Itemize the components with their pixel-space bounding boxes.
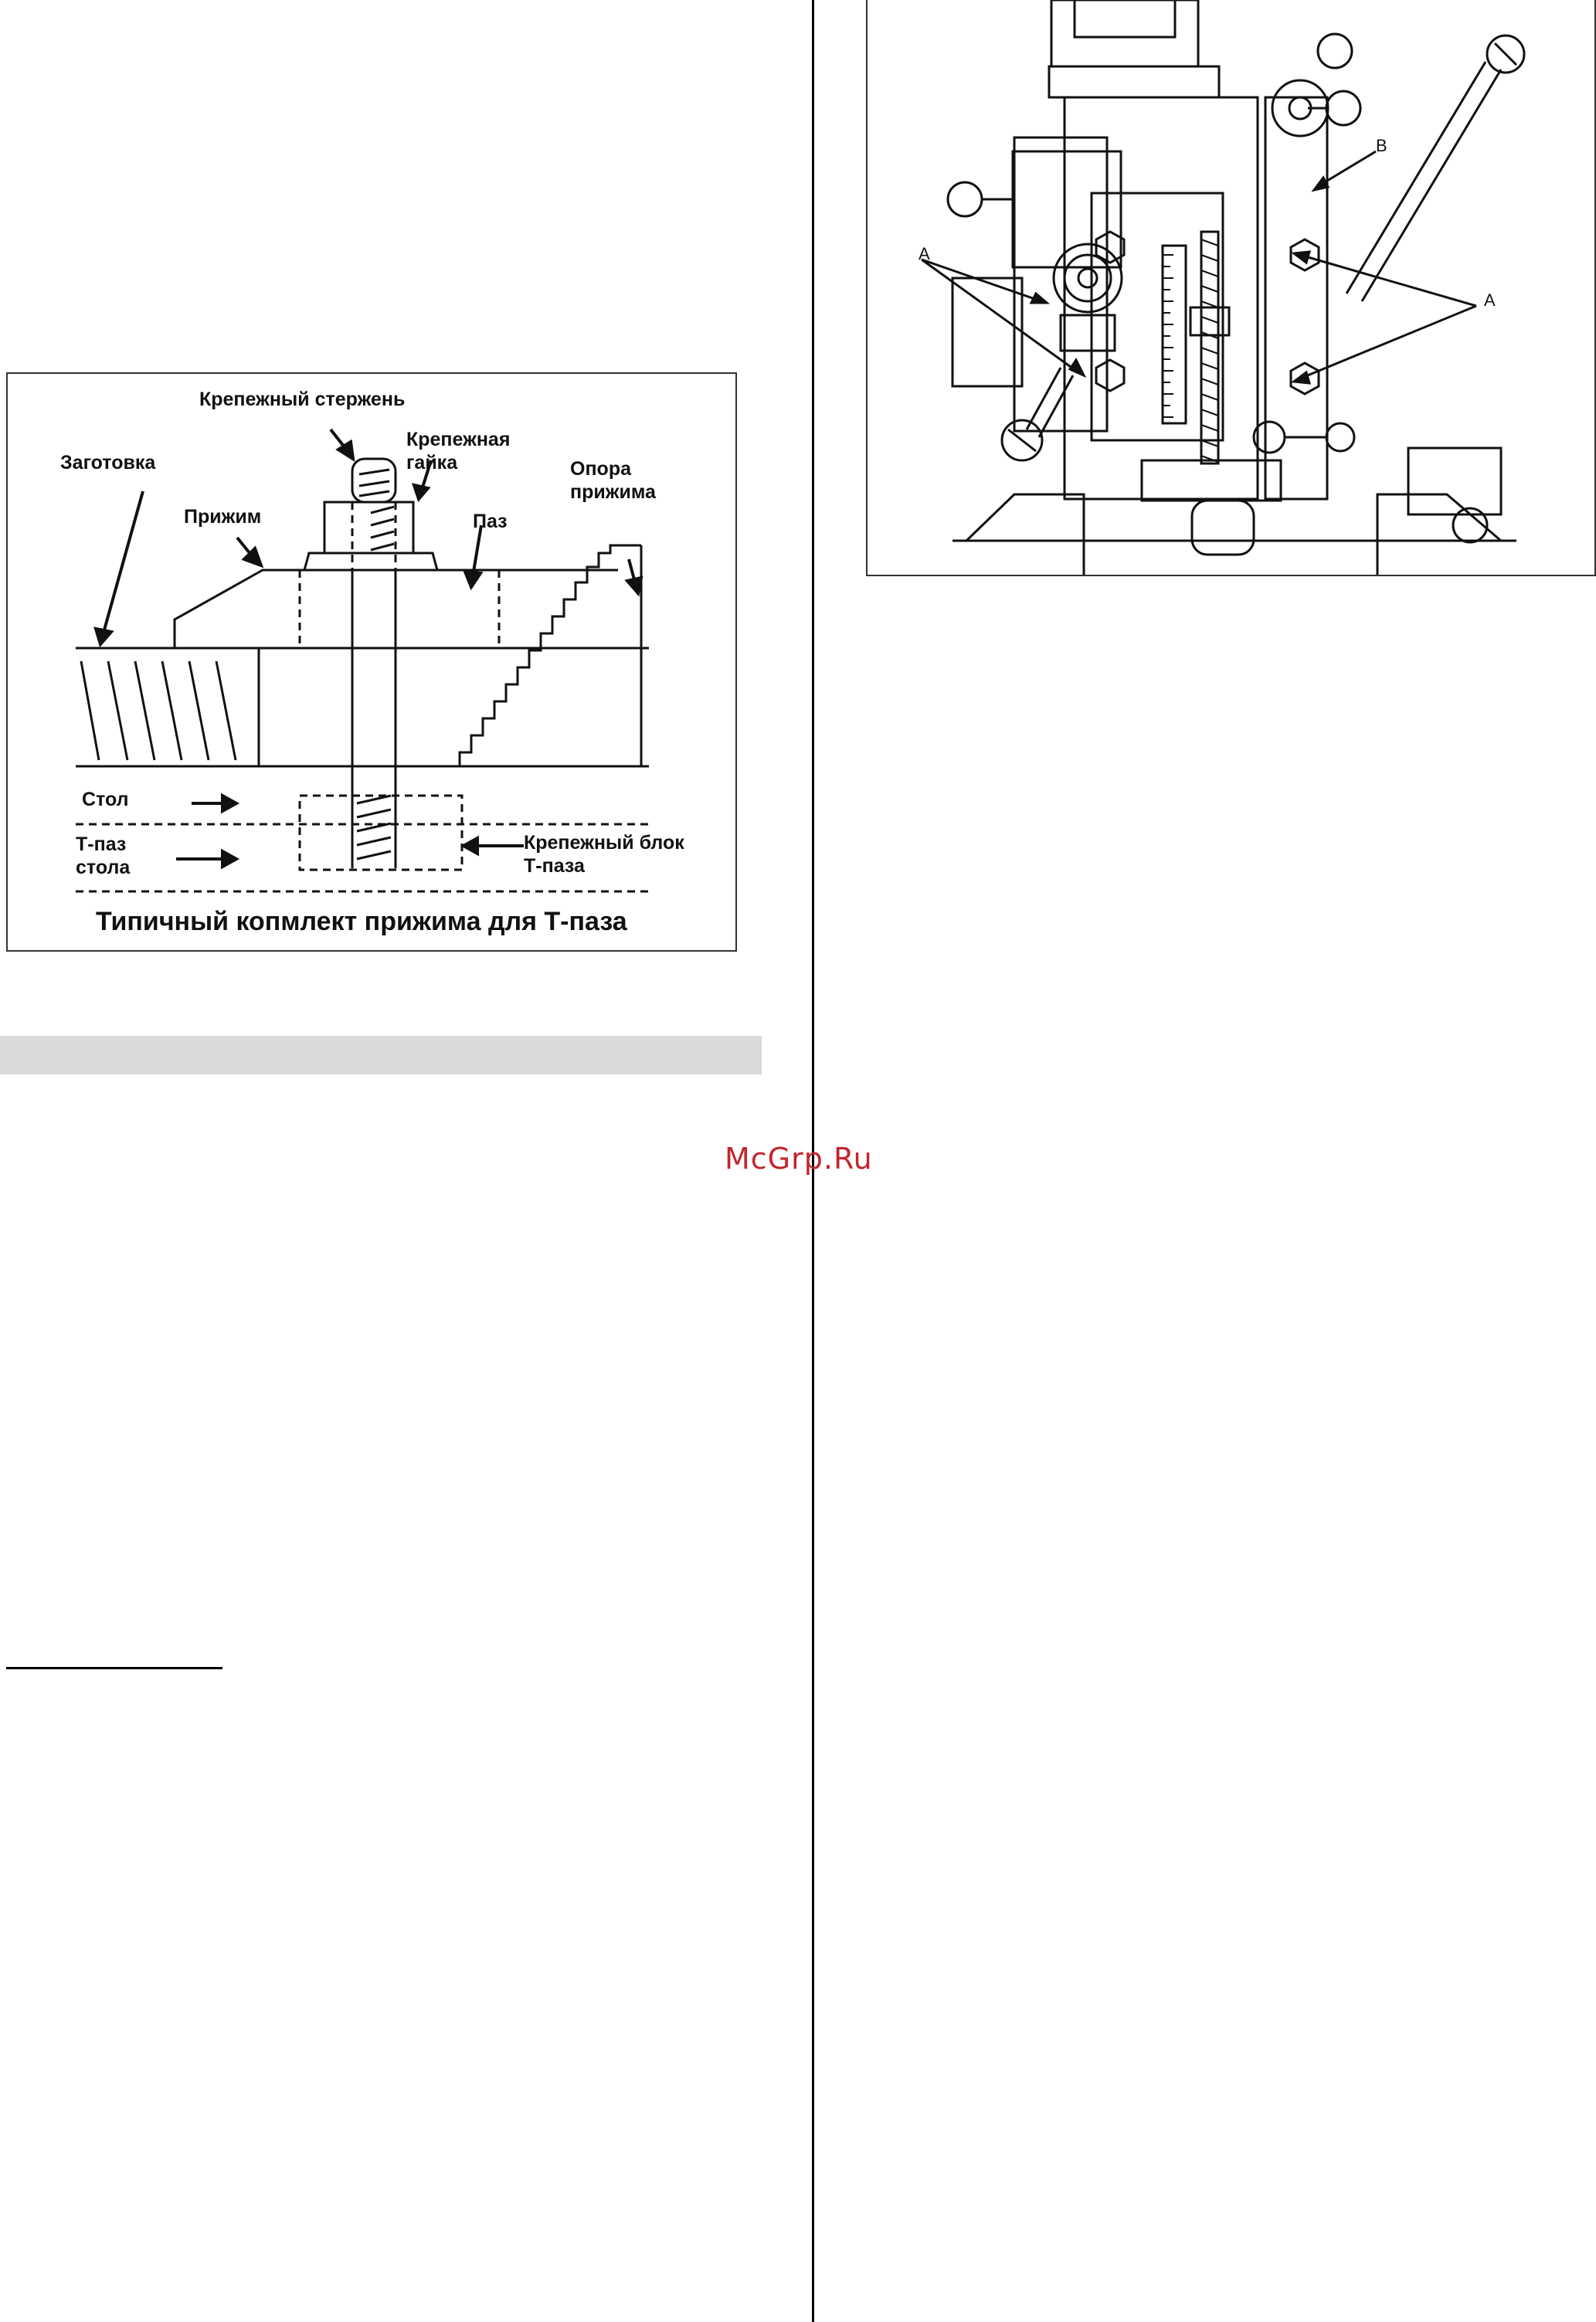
watermark: McGrp.Ru — [725, 1142, 873, 1176]
milling-machine-drawing — [868, 0, 1596, 576]
figure-caption: Типичный копмлект прижима для Т-паза — [96, 907, 627, 936]
milling-machine-figure — [866, 0, 1596, 576]
label-t-slot-line1: Т-паз — [76, 833, 127, 855]
label-clamp-support-line1: Опора — [570, 458, 631, 480]
label-clamp-nut-line2: гайка — [406, 452, 458, 474]
underline-rule — [6, 1667, 222, 1669]
label-t-slot-line2: стола — [76, 857, 131, 878]
label-slot: Паз — [473, 511, 508, 532]
label-a-right: A — [1484, 290, 1496, 310]
label-clamp: Прижим — [184, 506, 262, 528]
section-heading-bar — [0, 1036, 762, 1074]
t-slot-clamp-figure — [6, 372, 737, 952]
label-workpiece: Заготовка — [60, 452, 156, 474]
label-table: Стол — [82, 789, 129, 810]
label-t-block-line2: Т-паза — [524, 855, 585, 877]
label-clamp-nut-line1: Крепежная — [406, 429, 511, 450]
label-b: B — [1376, 136, 1387, 155]
label-a-left: A — [919, 244, 930, 263]
label-t-block-line1: Крепежный блок — [524, 832, 684, 854]
label-clamp-support-line2: прижима — [570, 481, 656, 503]
label-clamp-rod: Крепежный стержень — [199, 389, 406, 410]
